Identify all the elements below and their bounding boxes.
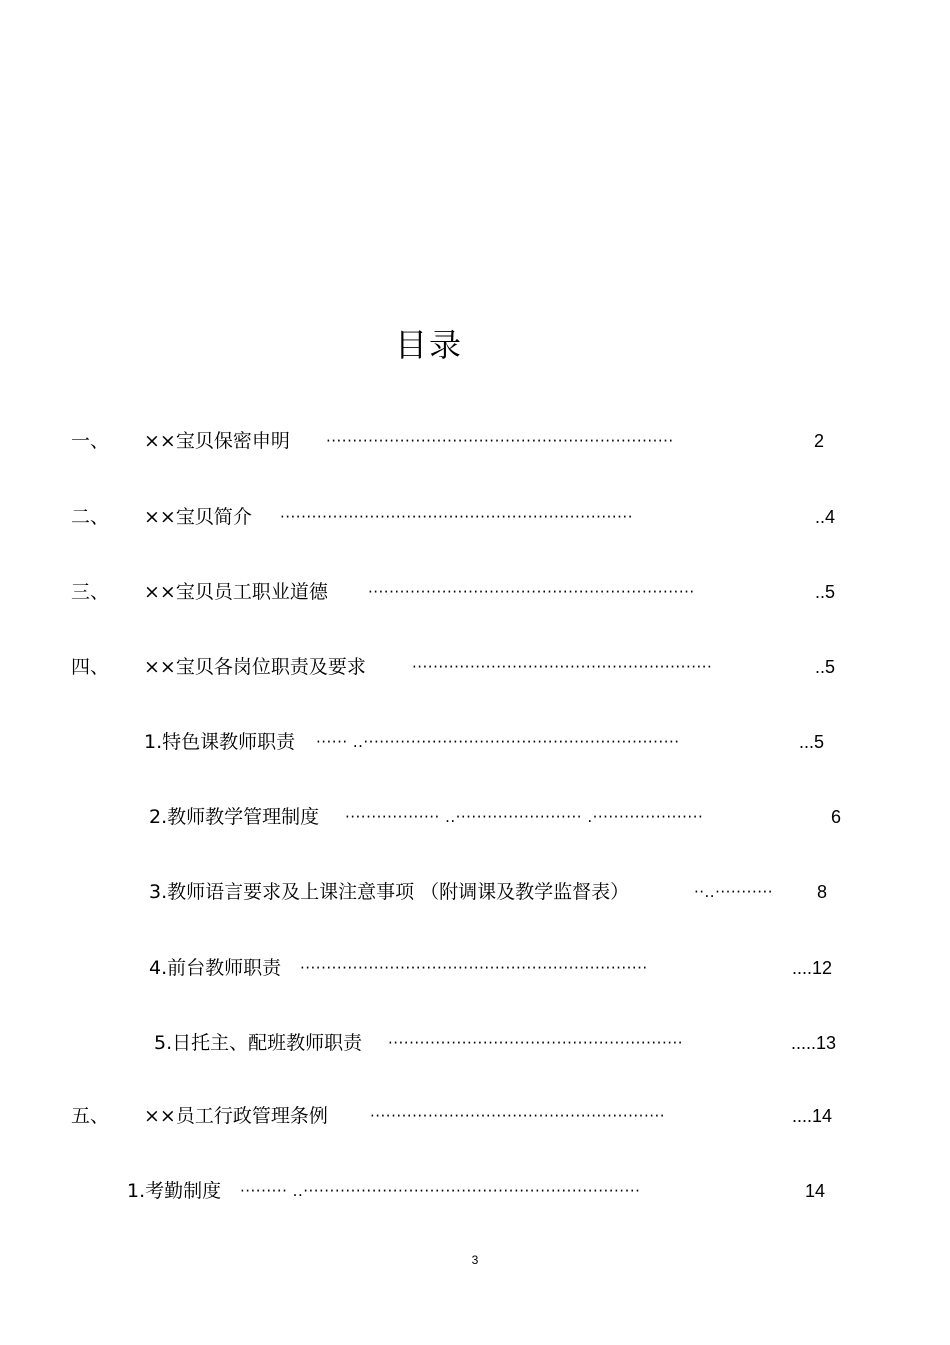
toc-entry-number: 五、 [71, 1105, 110, 1127]
toc-entry[interactable] [0, 1102, 950, 1130]
toc-entry[interactable] [0, 954, 950, 982]
toc-entry-page: 6 [831, 807, 842, 827]
toc-leader-dots: ·································································· [300, 959, 648, 977]
toc-entry-page: 8 [817, 882, 828, 902]
toc-entry-page: ..4 [815, 507, 836, 527]
toc-entry[interactable] [0, 803, 950, 831]
toc-leader-dots: ························································ [370, 1107, 666, 1125]
toc-entry-text: 4.前台教师职责 [149, 957, 282, 979]
toc-entry-text: ××宝贝员工职业道德 [144, 581, 328, 603]
toc-leader-dots: ··..··········· [694, 883, 774, 901]
toc-entry-page: ...5 [799, 732, 825, 752]
toc-leader-dots: ··································································· [280, 508, 633, 526]
toc-entry-number: 二、 [71, 506, 110, 528]
toc-leader-dots: ························································· [412, 658, 713, 676]
toc-entry-text: 2.教师教学管理制度 [149, 806, 320, 828]
toc-entry-text: ××宝贝简介 [144, 506, 252, 528]
toc-entry-page: ..5 [815, 657, 836, 677]
toc-entry[interactable] [0, 1029, 950, 1057]
toc-entry[interactable] [0, 578, 950, 606]
toc-entry-text: ××宝贝保密申明 [144, 430, 290, 452]
toc-entry-page: ....14 [792, 1106, 833, 1126]
toc-entry-number: 四、 [71, 656, 110, 678]
toc-entry-page: ....12 [792, 958, 833, 978]
toc-entry-text: 1.特色课教师职责 [144, 731, 296, 753]
toc-leader-dots: ······························································ [368, 583, 695, 601]
toc-entry[interactable] [0, 503, 950, 531]
toc-title: 目录 [394, 326, 463, 364]
toc-entry[interactable] [0, 427, 950, 455]
toc-entry-page: .....13 [791, 1033, 837, 1053]
toc-entry-page: 14 [805, 1181, 826, 1201]
toc-leader-dots: ·································································· [326, 432, 674, 450]
page-number: 3 [471, 1253, 479, 1267]
toc-entry-text: 1.考勤制度 [127, 1180, 222, 1202]
toc-entry-text: 5.日托主、配班教师职责 [154, 1032, 363, 1054]
toc-entry-page: ..5 [815, 582, 836, 602]
toc-leader-dots: ·················· ..························ .····················· [345, 808, 704, 826]
toc-entry-number: 一、 [71, 430, 110, 452]
toc-entry-page: 2 [814, 431, 825, 451]
toc-leader-dots: ······ ..···························································· [316, 733, 680, 751]
toc-entry-text: ××宝贝各岗位职责及要求 [144, 656, 366, 678]
toc-entry[interactable] [0, 728, 950, 756]
toc-leader-dots: ········· ..································································ [240, 1182, 641, 1200]
toc-entry-number: 三、 [71, 581, 110, 603]
toc-entry[interactable] [0, 653, 950, 681]
toc-leader-dots: ························································ [388, 1034, 684, 1052]
toc-entry[interactable] [0, 878, 950, 906]
toc-entry[interactable] [0, 1177, 950, 1205]
toc-entry-text: 3.教师语言要求及上课注意事项 （附调课及教学监督表） [149, 881, 630, 903]
toc-entry-text: ××员工行政管理条例 [144, 1105, 328, 1127]
